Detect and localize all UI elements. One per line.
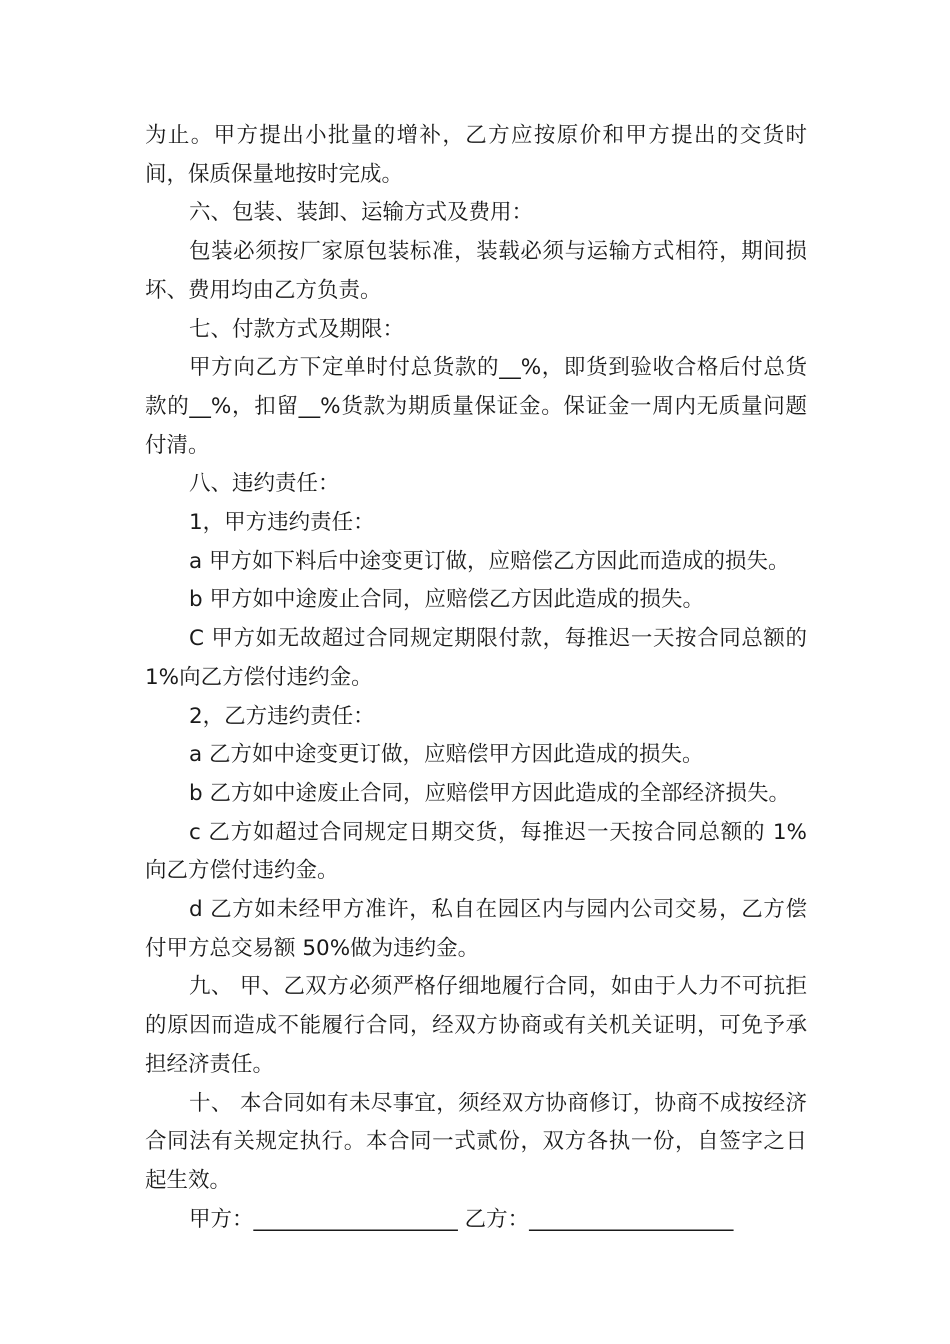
signature-line: 甲方：___________________ 乙方：___________________ <box>189 1206 734 1232</box>
paragraph-packaging: 包装必须按厂家原包装标准，装载必须与运输方式相符，期间损坏、费用均由乙方负责。 <box>145 239 807 303</box>
party-b-breach-c: c 乙方如超过合同规定日期交货，每推迟一天按合同总额的 1%向乙方偿付违约金。 <box>145 819 807 884</box>
paragraph-1: 为止。甲方提出小批量的增补，乙方应按原价和甲方提出的交货时间，保质保量地按时完成。 <box>145 123 807 187</box>
party-a-breach-c: C 甲方如无故超过合同规定期限付款，每推迟一天按合同总额的 1%向乙方偿付违约金。 <box>145 626 807 690</box>
contract-page <box>145 117 807 1239</box>
party-b-breach-a: a 乙方如中途变更订做，应赔偿甲方因此造成的损失。 <box>189 742 704 768</box>
party-b-breach-d: d 乙方如未经甲方准许，私自在园区内与园内公司交易，乙方偿付甲方总交易额 50%做为违约金。 <box>145 897 807 961</box>
section-6-heading: 六、包装、装卸、运输方式及费用： <box>189 200 534 226</box>
section-9-paragraph: 九、 甲、乙双方必须严格仔细地履行合同，如由于人力不可抗拒的原因而造成不能履行合同，经双方协商或有关机关证明，可免予承担经济责任。 <box>145 974 807 1077</box>
section-8-heading: 八、违约责任： <box>189 471 340 497</box>
party-a-breach-heading: 1，甲方违约责任： <box>189 510 375 536</box>
section-10-paragraph: 十、 本合同如有未尽事宜，须经双方协商修订，协商不成按经济合同法有关规定执行。本合同一式贰份，双方各执一份，自签字之日起生效。 <box>145 1090 807 1193</box>
paragraph-payment: 甲方向乙方下定单时付总货款的__%，即货到验收合格后付总货款的__%，扣留__%货款为期质量保证金。保证金一周内无质量问题付清。 <box>145 355 807 458</box>
party-a-breach-a: a 甲方如下料后中途变更订做，应赔偿乙方因此而造成的损失。 <box>189 548 790 574</box>
party-a-breach-b: b 甲方如中途废止合同，应赔偿乙方因此造成的损失。 <box>189 587 704 613</box>
section-7-heading: 七、付款方式及期限： <box>189 316 405 342</box>
party-b-breach-heading: 2，乙方违约责任： <box>189 703 375 729</box>
party-b-breach-b: b 乙方如中途废止合同，应赔偿甲方因此造成的全部经济损失。 <box>189 780 790 806</box>
